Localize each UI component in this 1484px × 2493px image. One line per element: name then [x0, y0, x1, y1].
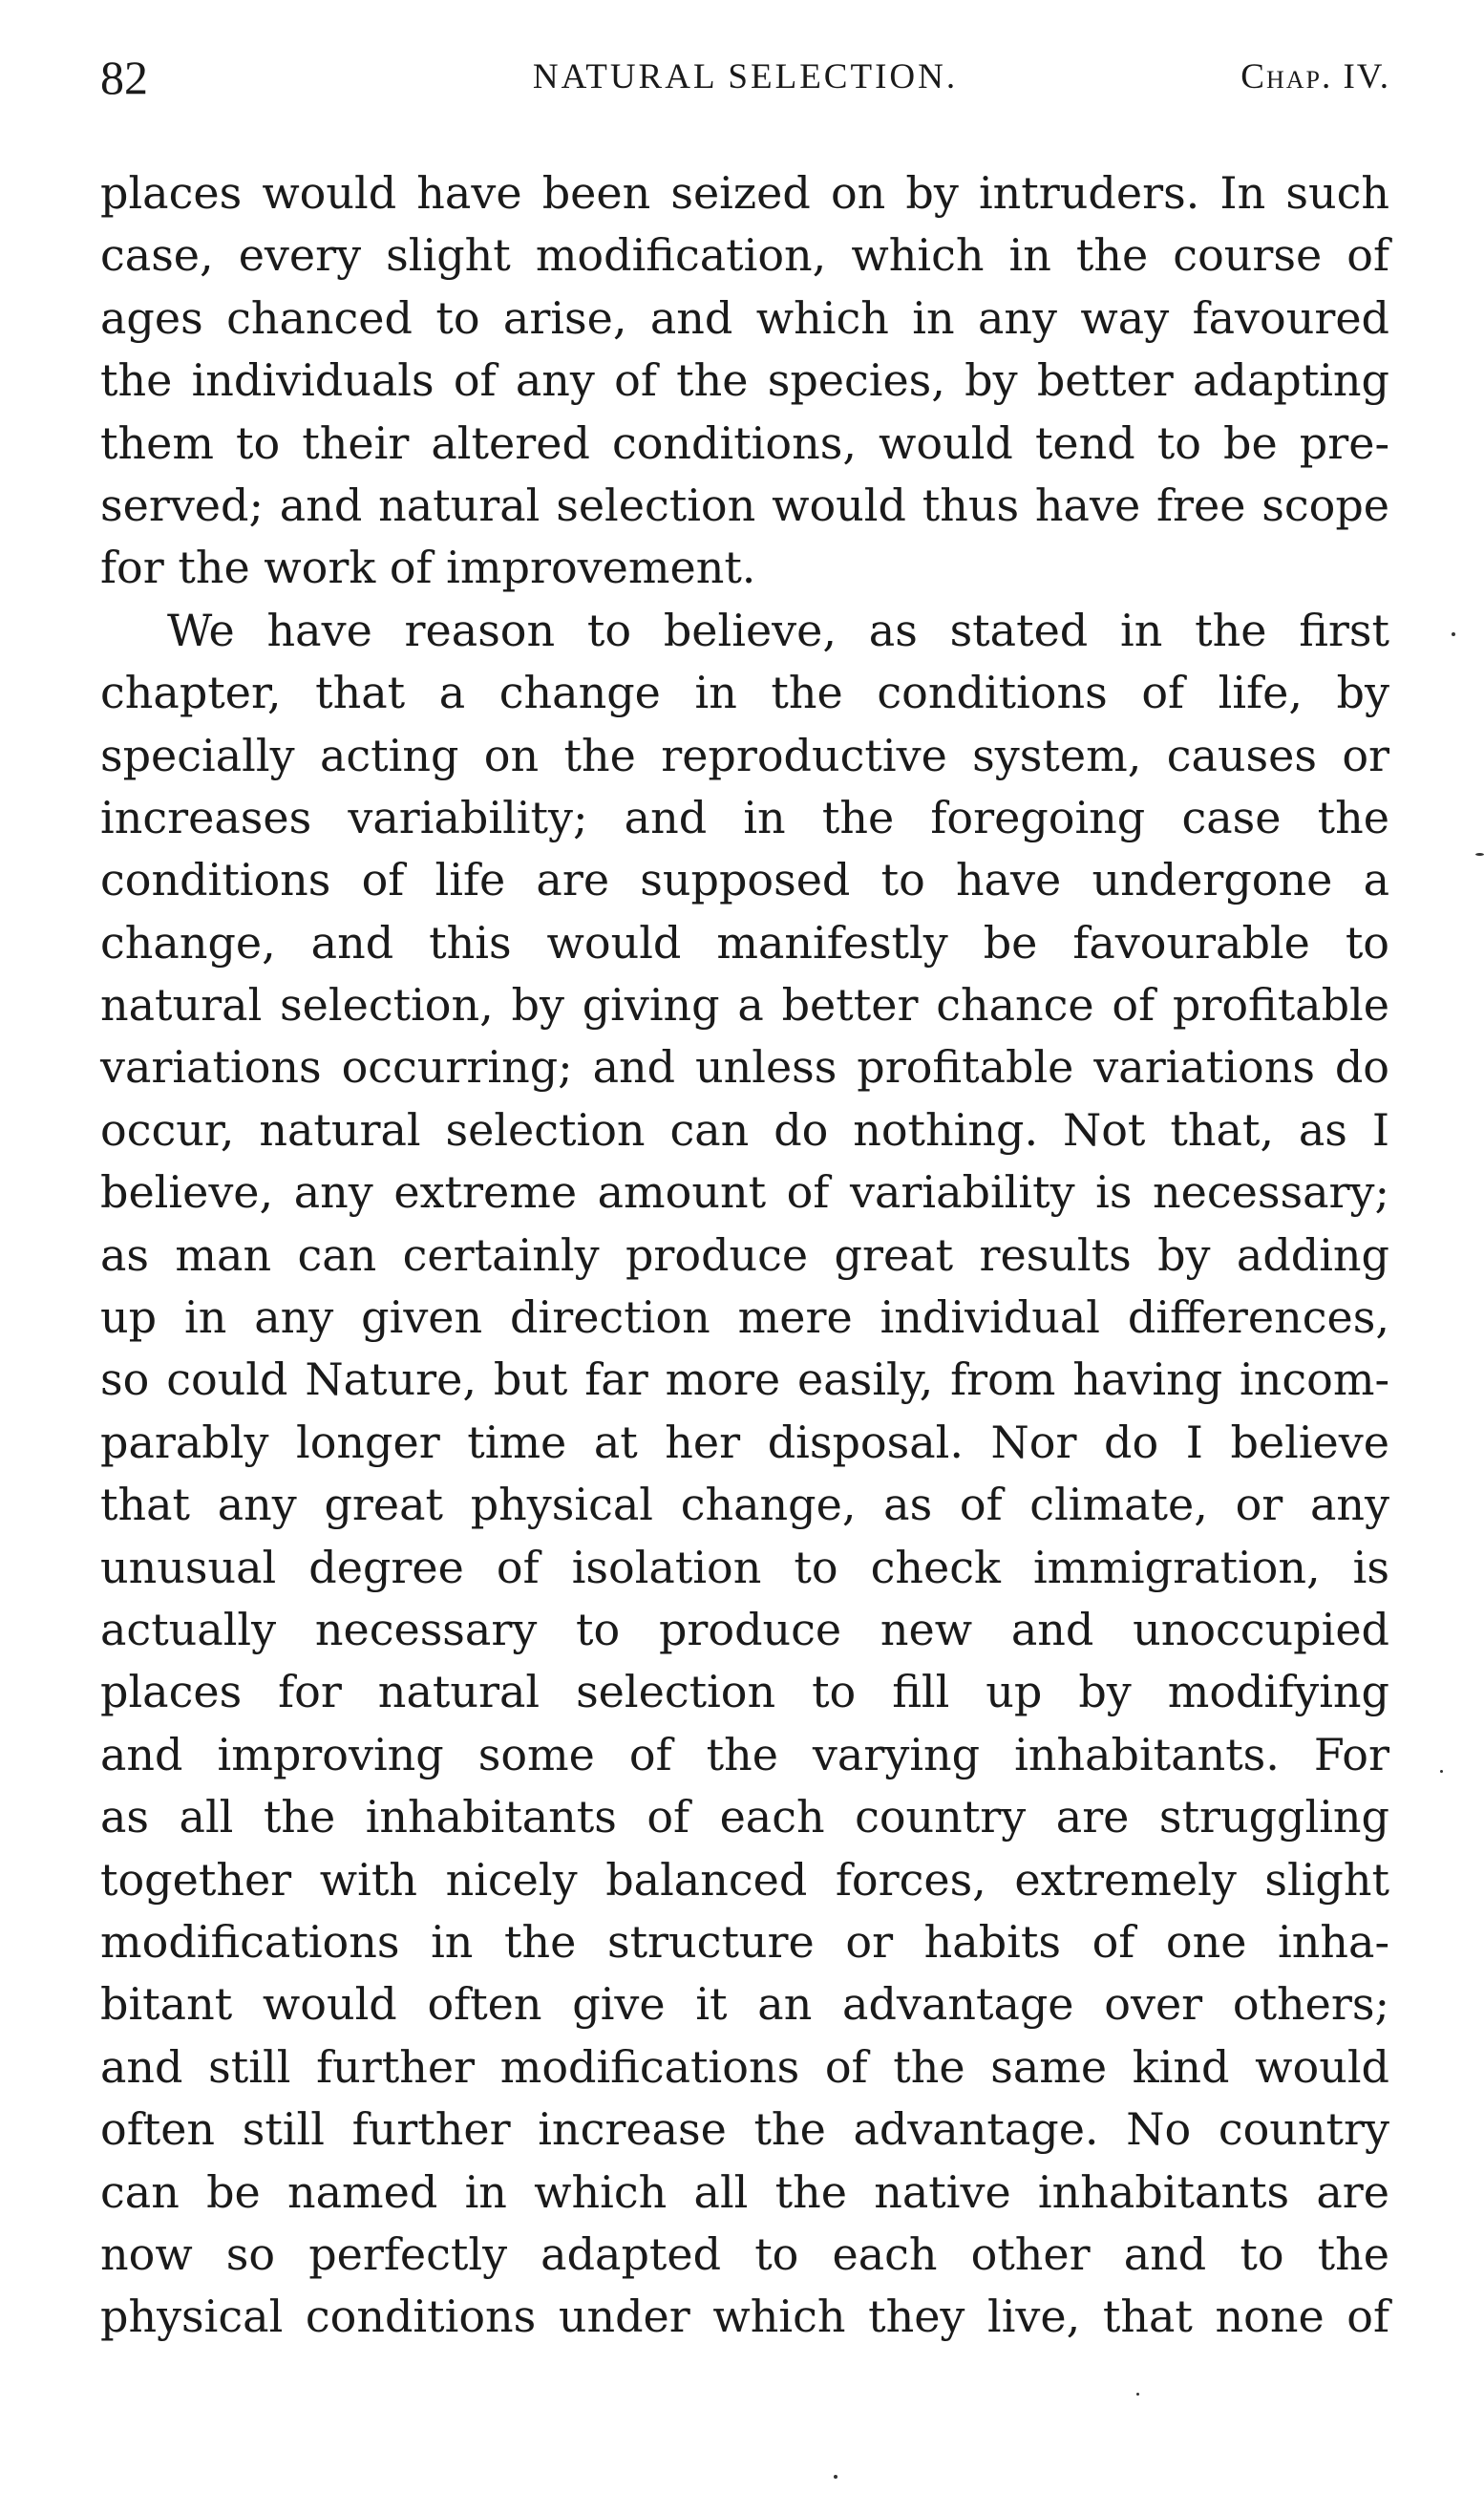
scan-speck: [1452, 632, 1455, 636]
text-line: believe, any extreme amount of variability is necessary;: [100, 1166, 1389, 1219]
text-line: specially acting on the reproductive system, causes or: [100, 729, 1389, 781]
text-line: We have reason to believe, as stated in the first: [167, 604, 1389, 656]
text-line: the individuals of any of the species, by better adapting: [100, 354, 1389, 407]
text-line: places for natural selection to fill up by modifying: [100, 1666, 1389, 1718]
text-line: physical conditions under which they live, that none of: [100, 2291, 1389, 2343]
text-line: bitant would often give it an advantage over others;: [100, 1978, 1389, 2031]
text-line: places would have been seized on by intruders. In such: [100, 167, 1389, 219]
scan-speck: [834, 2475, 837, 2479]
text-line: for the work of improvement.: [100, 542, 756, 594]
chapter-label: Chap. IV.: [1240, 57, 1390, 96]
text-line: natural selection, by giving a better chance of profitable: [100, 979, 1389, 1032]
text-line: chapter, that a change in the conditions of life, by: [100, 667, 1389, 719]
text-line: that any great physical change, as of climate, or any: [100, 1479, 1389, 1531]
text-line: conditions of life are supposed to have undergone a: [100, 854, 1389, 906]
text-line: variations occurring; and unless profitable variations do: [100, 1041, 1389, 1094]
text-line: unusual degree of isolation to check immigration, is: [100, 1541, 1389, 1593]
paragraph: [100, 162, 1389, 600]
text-line: modifications in the structure or habits of one inha-: [100, 1915, 1389, 1968]
text-line: together with nicely balanced forces, extremely slight: [100, 1853, 1389, 1906]
text-line: as all the inhabitants of each country are struggling: [100, 1791, 1389, 1843]
text-line: and still further modifications of the same kind would: [100, 2040, 1389, 2093]
running-title: NATURAL SELECTION.: [532, 57, 959, 96]
page-number: 82: [100, 51, 148, 104]
text-line: ages chanced to arise, and which in any way favoured: [100, 291, 1389, 344]
scan-speck: [1136, 2393, 1139, 2396]
text-line: served; and natural selection would thus have free scope: [100, 479, 1389, 531]
text-line: often still further increase the advantage. No country: [100, 2103, 1389, 2156]
text-line: can be named in which all the native inhabitants are: [100, 2165, 1389, 2218]
text-line: parably longer time at her disposal. Nor do I believe: [100, 1416, 1389, 1468]
scan-speck: [1440, 1770, 1443, 1773]
text-line: actually necessary to produce new and unoccupied: [100, 1603, 1389, 1655]
body-text: [100, 162, 1389, 2349]
text-line: case, every slight modification, which in the course of: [100, 229, 1389, 282]
text-line: as man can certainly produce great results by adding: [100, 1228, 1389, 1281]
text-line: now so perfectly adapted to each other and to the: [100, 2227, 1389, 2280]
text-line: so could Nature, but far more easily, from having incom-: [100, 1353, 1389, 1406]
text-line: increases variability; and in the foregoing case the: [100, 791, 1389, 843]
paragraph: [100, 600, 1389, 2349]
text-line: and improving some of the varying inhabitants. For: [100, 1728, 1389, 1780]
text-line: occur, natural selection can do nothing. Not that, as I: [100, 1103, 1389, 1156]
page-header: [100, 44, 1390, 111]
scan-speck: [1475, 853, 1484, 856]
text-line: them to their altered conditions, would tend to be pre-: [100, 416, 1389, 469]
text-line: up in any given direction mere individual differences,: [100, 1291, 1389, 1344]
text-line: change, and this would manifestly be favourable to: [100, 916, 1389, 969]
